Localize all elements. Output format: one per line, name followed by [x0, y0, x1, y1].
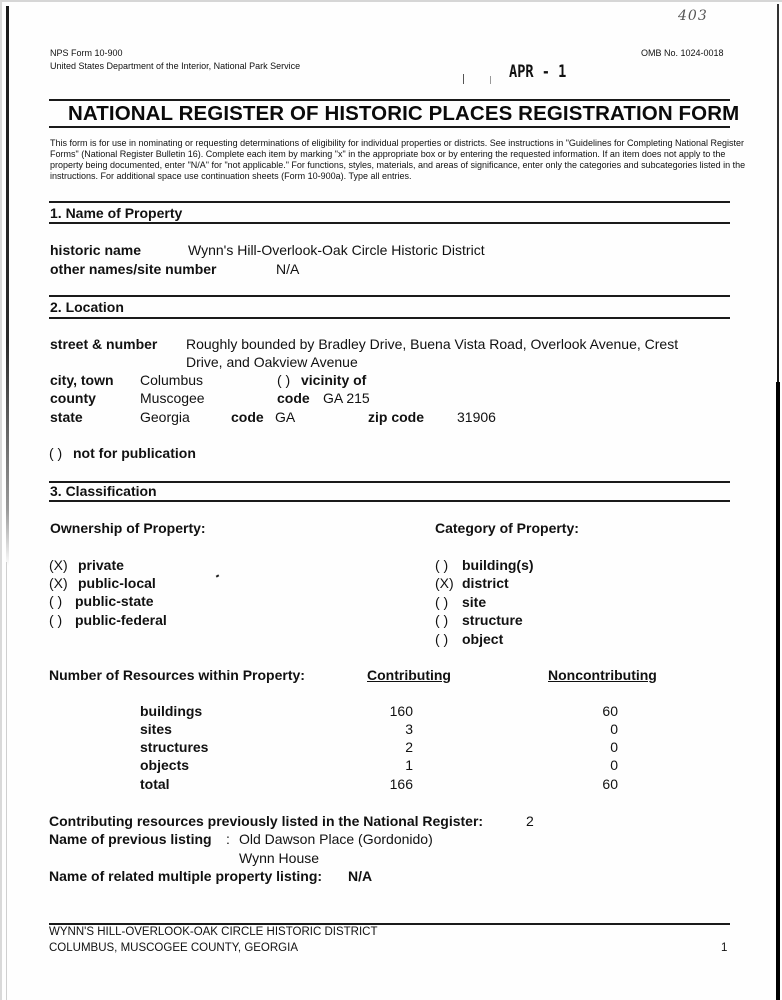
contributing-count: 166	[389, 776, 413, 792]
form-number: NPS Form 10-900	[50, 48, 123, 58]
historic-name-value: Wynn's Hill-Overlook-Oak Circle Historic District	[188, 242, 485, 258]
footer-district-name: WYNN'S HILL-OVERLOOK-OAK CIRCLE HISTORIC DISTRICT	[49, 926, 378, 938]
contributing-count: 3	[405, 721, 413, 737]
previous-listing-value-1: Old Dawson Place (Gordonido)	[239, 831, 433, 847]
contributing-count: 1	[405, 757, 413, 773]
vicinity-checkbox[interactable]: ( )	[277, 372, 291, 388]
title-rule-top	[49, 99, 730, 101]
street-value-line1: Roughly bounded by Bradley Drive, Buena Vista Road, Overlook Avenue, Crest	[186, 336, 679, 352]
section2-heading: 2. Location	[50, 299, 124, 315]
city-value: Columbus	[140, 372, 204, 388]
page-number: 1	[721, 942, 728, 954]
related-mpl-value: N/A	[348, 868, 373, 884]
resource-label: objects	[140, 757, 190, 773]
resources-heading: Number of Resources within Property:	[49, 667, 305, 683]
state-code-value: GA	[275, 409, 296, 425]
vicinity-label: vicinity of	[301, 372, 367, 388]
ownership-public-local-label: public-local	[78, 575, 156, 591]
previous-listing-value-2: Wynn House	[239, 850, 320, 866]
form-instructions: This form is for use in nominating or requesting determinations of eligibility for individual properties or districts. See instructions in "Guidelines for Completing National Register Forms" (National Register Bulletin 16). Complete each item by marking "x" in the appropriate box or by entering the requested information. If an item does not apply to the property being documented, enter "N/A" for "not applicable." For functions, styles, materials, and areas of significance, enter only the categories and subcategories listed in the instructions. For additional space use continuation sheets (Form 10-900a). Type all entries.	[50, 138, 746, 181]
footer-location: COLUMBUS, MUSCOGEE COUNTY, GEORGIA	[49, 942, 298, 954]
scan-edge-left	[6, 6, 9, 566]
section1-heading: 1. Name of Property	[50, 205, 183, 221]
other-names-value: N/A	[276, 261, 300, 277]
noncontributing-count: 0	[610, 757, 618, 773]
category-object-label: object	[462, 631, 504, 647]
ownership-heading: Ownership of Property:	[50, 520, 206, 536]
noncontributing-count: 60	[602, 776, 618, 792]
city-label: city, town	[50, 372, 114, 388]
ownership-public-state-label: public-state	[75, 593, 154, 609]
not-for-publication-checkbox[interactable]: ( )	[49, 445, 63, 461]
noncontributing-count: 60	[602, 703, 618, 719]
handwritten-number: 403	[678, 8, 708, 24]
category-district-checkbox[interactable]: (X)	[435, 575, 454, 591]
previous-listing-colon: :	[226, 831, 230, 847]
state-code-label: code	[231, 409, 264, 425]
section3-heading: 3. Classification	[50, 483, 157, 499]
zip-value: 31906	[457, 409, 496, 425]
section1-rule-bottom	[49, 222, 730, 224]
resource-label: structures	[140, 739, 209, 755]
category-object-checkbox[interactable]: ( )	[435, 631, 449, 647]
omb-number: OMB No. 1024-0018	[641, 48, 724, 58]
column-header-contributing: Contributing	[367, 667, 451, 683]
date-stamp: APR - 1	[509, 62, 567, 82]
noncontributing-count: 0	[610, 721, 618, 737]
scan-artifact	[490, 76, 491, 84]
state-label: state	[50, 409, 83, 425]
category-buildings-label: building(s)	[462, 557, 534, 573]
resource-label: buildings	[140, 703, 203, 719]
previous-listing-label: Name of previous listing	[49, 831, 212, 847]
scan-edge-right-thick	[776, 382, 780, 1000]
other-names-label: other names/site number	[50, 261, 217, 277]
contributing-count: 2	[405, 739, 413, 755]
county-code-label: code	[277, 390, 310, 406]
county-value: Muscogee	[140, 390, 205, 406]
section2-rule-bottom	[49, 317, 730, 319]
section1-rule-top	[49, 201, 730, 203]
section3-rule-bottom	[49, 500, 730, 502]
ownership-public-federal-label: public-federal	[75, 612, 167, 628]
historic-name-label: historic name	[50, 242, 142, 258]
department-name: United States Department of the Interior, National Park Service	[50, 61, 301, 71]
scan-artifact	[216, 574, 220, 577]
form-title: NATIONAL REGISTER OF HISTORIC PLACES REGISTRATION FORM	[68, 102, 740, 125]
street-value-line2: Drive, and Oakview Avenue	[186, 354, 358, 370]
category-district-label: district	[462, 575, 509, 591]
related-mpl-label: Name of related multiple property listing:	[49, 868, 323, 884]
noncontributing-count: 0	[610, 739, 618, 755]
ownership-public-federal-checkbox[interactable]: ( )	[49, 612, 63, 628]
state-value: Georgia	[140, 409, 190, 425]
category-structure-checkbox[interactable]: ( )	[435, 612, 449, 628]
category-structure-label: structure	[462, 612, 523, 628]
contributing-count: 160	[389, 703, 413, 719]
title-rule-bottom	[49, 126, 730, 128]
county-label: county	[50, 390, 96, 406]
scan-edge-left-faint	[6, 562, 7, 1000]
ownership-public-local-checkbox[interactable]: (X)	[49, 575, 68, 591]
ownership-private-label: private	[78, 557, 124, 573]
zip-label: zip code	[368, 409, 425, 425]
resource-label: total	[140, 776, 170, 792]
street-label: street & number	[50, 336, 158, 352]
column-header-noncontributing: Noncontributing	[548, 667, 657, 683]
category-site-checkbox[interactable]: ( )	[435, 594, 449, 610]
county-code-value: GA 215	[323, 390, 370, 406]
ownership-private-checkbox[interactable]: (X)	[49, 557, 68, 573]
previously-listed-label: Contributing resources previously listed in the National Register:	[49, 813, 484, 829]
ownership-public-state-checkbox[interactable]: ( )	[49, 593, 63, 609]
previously-listed-value: 2	[526, 813, 534, 829]
category-buildings-checkbox[interactable]: ( )	[435, 557, 449, 573]
resource-label: sites	[140, 721, 172, 737]
category-site-label: site	[462, 594, 487, 610]
category-heading: Category of Property:	[435, 520, 579, 536]
section2-rule-top	[49, 295, 730, 297]
not-for-publication-label: not for publication	[73, 445, 196, 461]
scan-artifact	[463, 74, 464, 84]
